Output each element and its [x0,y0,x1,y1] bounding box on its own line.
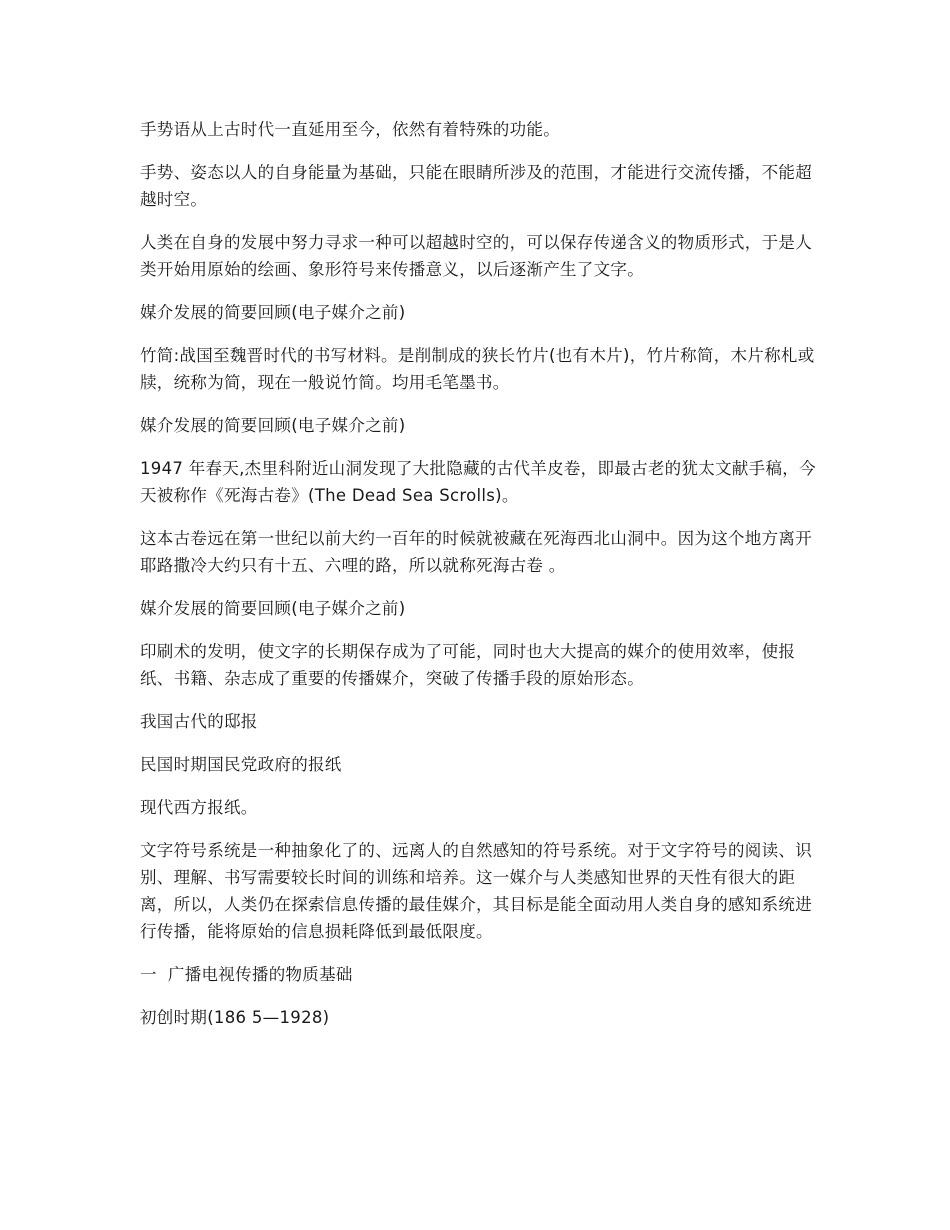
section-heading-early-period: 初创时期(186 5—1928) [140,1008,330,1027]
paragraph-dead-sea-scrolls: 1947 年春天,杰里科附近山洞发现了大批隐藏的古代羊皮卷，即最古老的犹太文献手稿，今天被称作《死海古卷》(The Dead Sea Scrolls)。 [140,459,816,505]
paragraph-ancient-gazette: 我国古代的邸报 [140,712,258,731]
paragraph-bamboo-slips: 竹简:战国至魏晋时代的书写材料。是削制成的狭长竹片(也有木片)，竹片称简，木片称札或牍，统称为简，现在一般说竹简。均用毛笔墨书。 [140,346,815,392]
paragraph-writing-system: 文字符号系统是一种抽象化了的、远离人的自然感知的符号系统。对于文字符号的阅读、识别、理解、书写需要较长时间的训练和培养。这一媒介与人类感知世界的天性有很大的距离，所以，人类仍在探索信息传播的最佳媒介，其目标是能全面动用人类自身的感知系统进行传播，能将原始的信息损耗降低到最低限度。 [140,841,812,941]
paragraph-origin-of-writing: 人类在自身的发展中努力寻求一种可以超越时空的，可以保存传递含义的物质形式，于是人类开始用原始的绘画、象形符号来传播意义，以后逐渐产生了文字。 [140,233,812,279]
paragraph-republic-newspapers: 民国时期国民党政府的报纸 [140,755,342,774]
paragraph-western-newspapers: 现代西方报纸。 [140,798,258,817]
section-heading-broadcast-basis: 一 广播电视传播的物质基础 [140,965,353,984]
document-body [140,116,820,1047]
paragraph-scrolls-location: 这本古卷远在第一世纪以前大约一百年的时候就被藏在死海西北山洞中。因为这个地方离开耶路撒冷大约只有十五、六哩的路，所以就称死海古卷 。 [140,529,812,575]
paragraph-printing: 印刷术的发明，使文字的长期保存成为了可能，同时也大大提高的媒介的使用效率，使报纸、书籍、杂志成了重要的传播媒介，突破了传播手段的原始形态。 [140,642,796,688]
section-heading-media-review-3: 媒介发展的简要回顾(电子媒介之前) [140,599,406,618]
paragraph-gesture-limits: 手势、姿态以人的自身能量为基础，只能在眼睛所涉及的范围，才能进行交流传播，不能超越时空。 [140,163,812,209]
section-heading-media-review-1: 媒介发展的简要回顾(电子媒介之前) [140,303,406,322]
paragraph-gesture-language: 手势语从上古时代一直延用至今，依然有着特殊的功能。 [140,120,560,139]
section-heading-media-review-2: 媒介发展的简要回顾(电子媒介之前) [140,416,406,435]
